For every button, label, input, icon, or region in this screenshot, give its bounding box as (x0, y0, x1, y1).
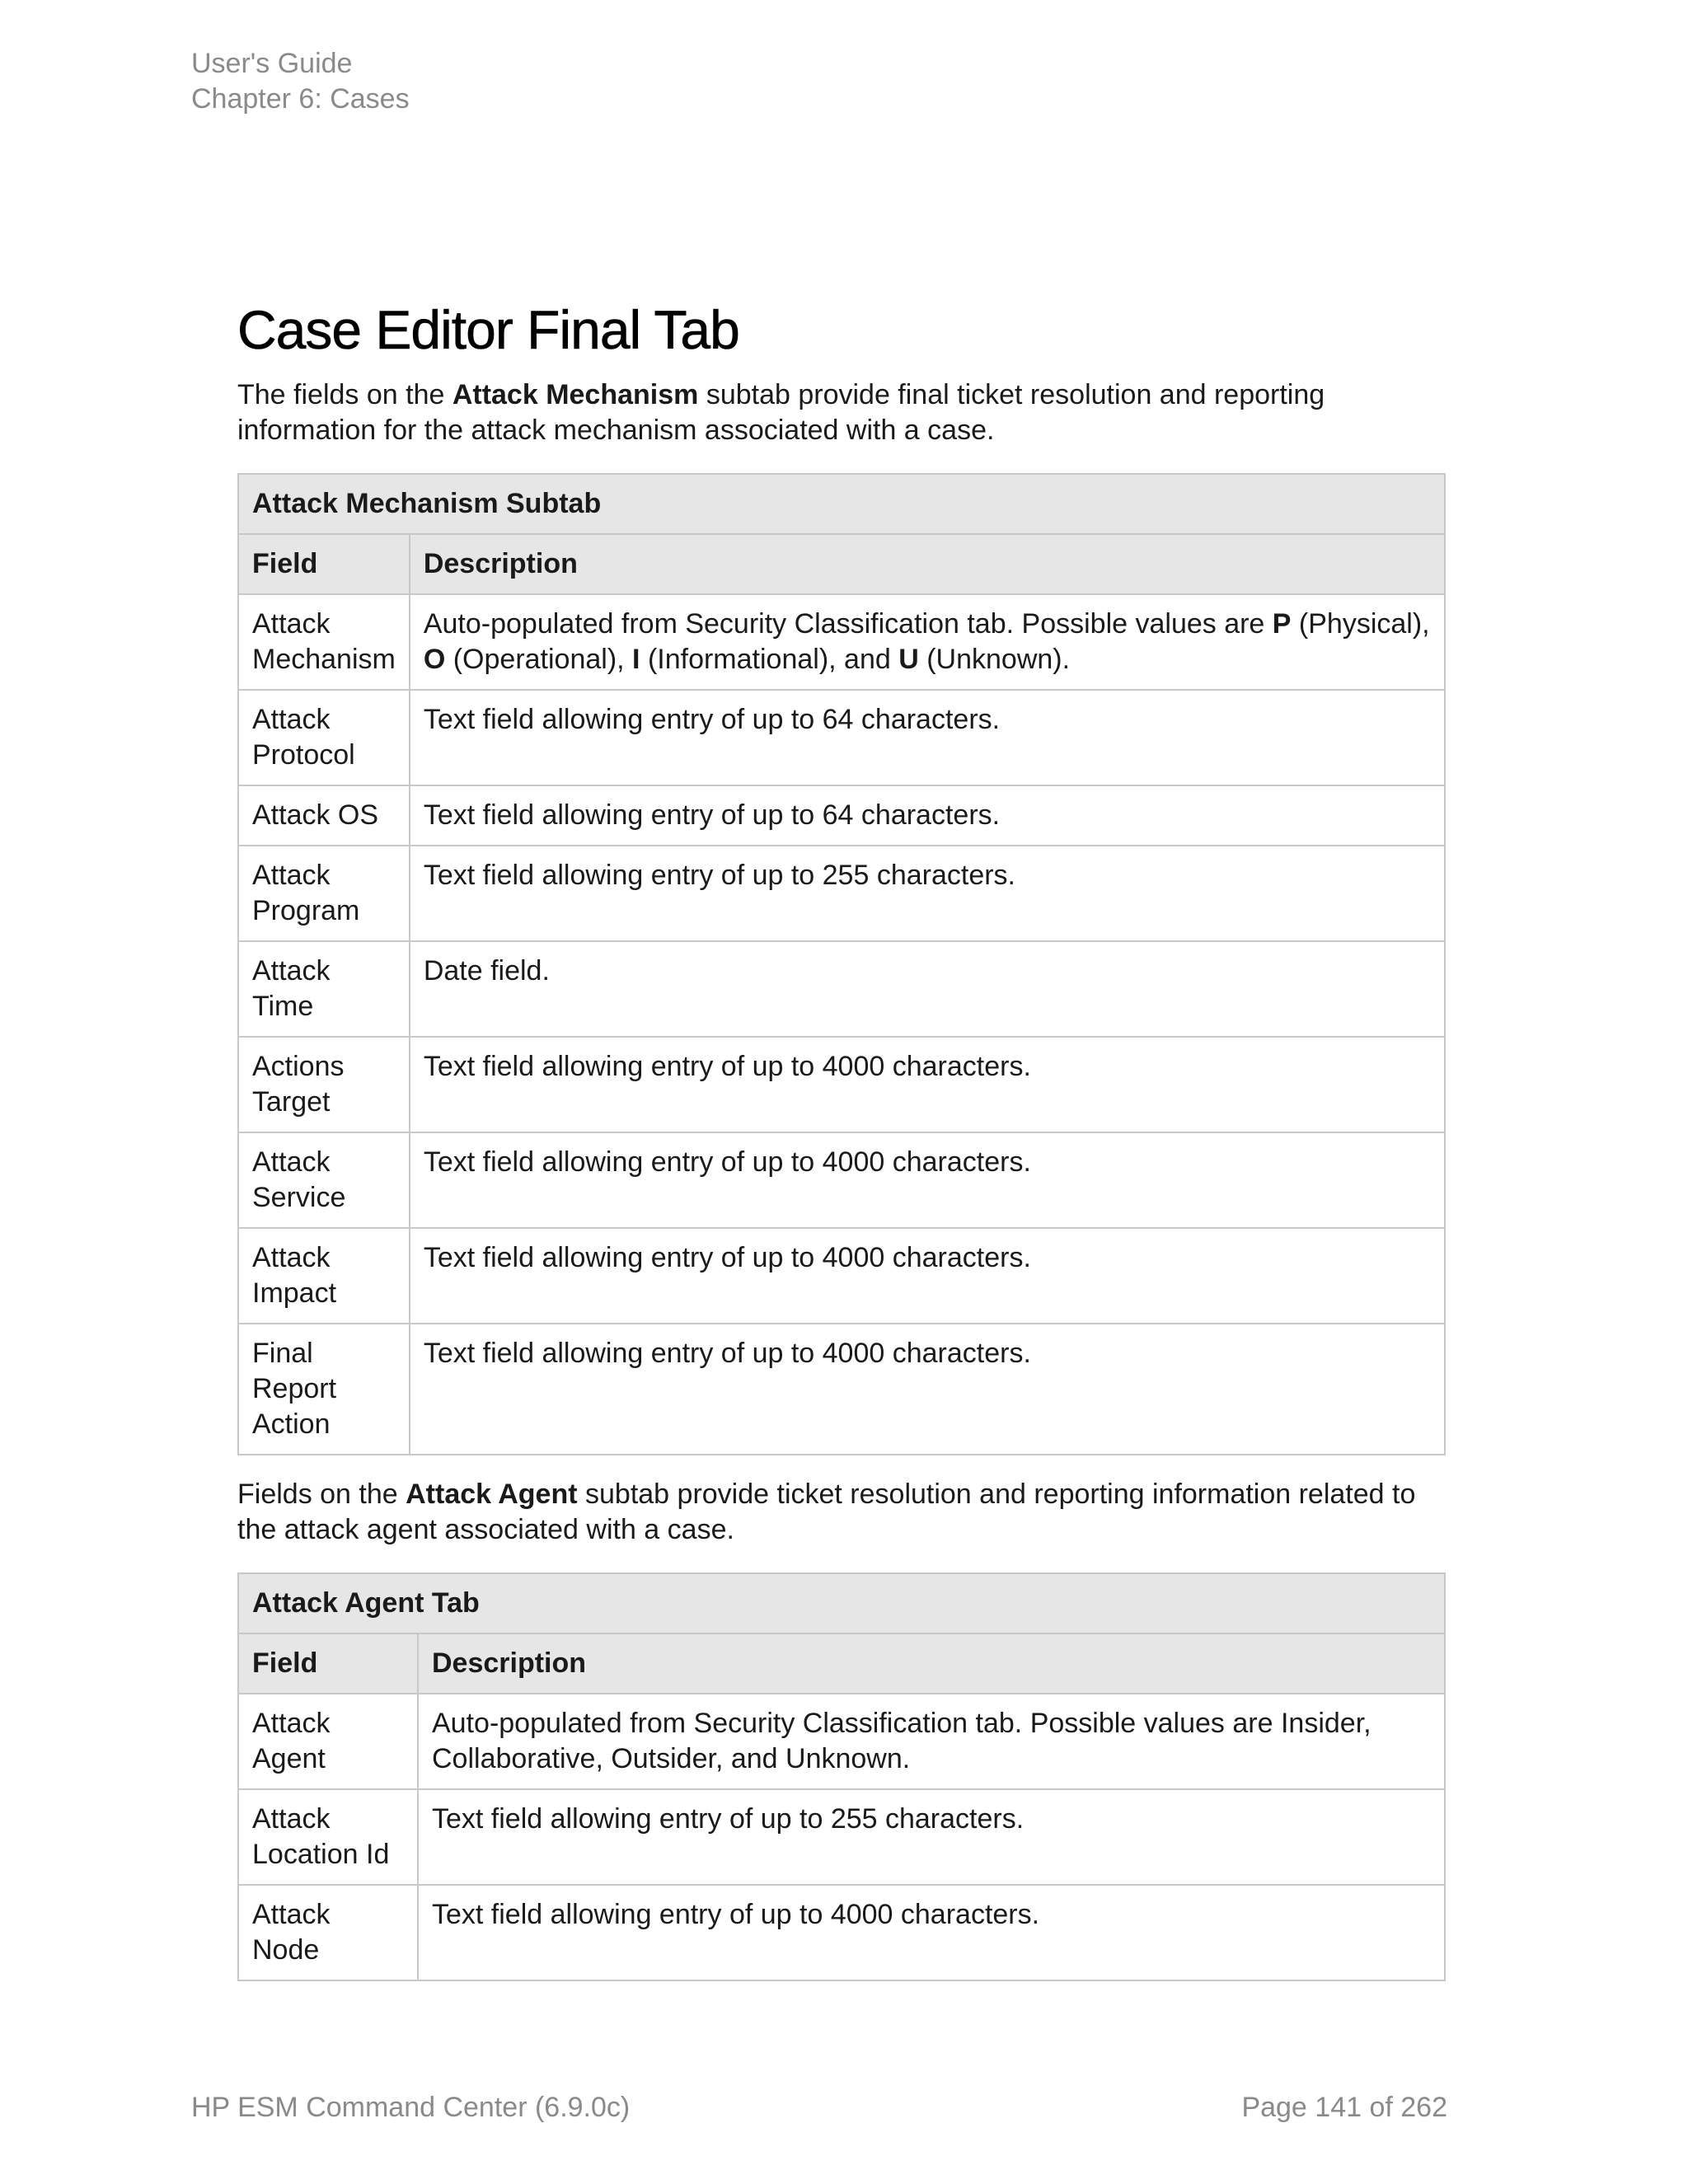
field-cell: Attack Protocol (238, 690, 410, 785)
table-row (238, 690, 1445, 785)
attack-mechanism-table (237, 473, 1446, 1455)
description-cell: Text field allowing entry of up to 255 characters. (410, 846, 1445, 941)
column-header-description: Description (410, 534, 1445, 594)
intro-paragraph-mechanism: The fields on the Attack Mechanism subtab provide final ticket resolution and reporting information for the attack mechanism associated with a case. (237, 379, 1325, 446)
attack-agent-table (237, 1572, 1446, 1981)
description-cell: Date field. (410, 941, 1445, 1037)
field-cell: Final Report Action (238, 1324, 410, 1455)
footer-product: HP ESM Command Center (6.9.0c) (191, 2092, 631, 2123)
running-header (191, 46, 410, 117)
description-cell: Text field allowing entry of up to 4000 characters. (410, 1324, 1445, 1455)
field-cell: Attack Time (238, 941, 410, 1037)
footer-page-number: Page 141 of 262 (1241, 2092, 1447, 2123)
field-cell: Attack Location Id (238, 1789, 418, 1885)
description-cell: Auto-populated from Security Classification tab. Possible values are Insider, Collaborative, Outsider, and Unknown. (418, 1694, 1445, 1789)
description-cell: Auto-populated from Security Classification tab. Possible values are P (Physical), O (Operational), I (Informational), and U (Unknown). (410, 594, 1445, 690)
table-row (238, 1037, 1445, 1132)
table-caption-row (238, 474, 1445, 534)
header-chapter: Chapter 6: Cases (191, 83, 410, 115)
field-cell: Attack OS (238, 785, 410, 846)
field-cell: Actions Target (238, 1037, 410, 1132)
column-header-description: Description (418, 1633, 1445, 1694)
intro-paragraph-agent: Fields on the Attack Agent subtab provide ticket resolution and reporting information related to the attack agent associated with a case. (237, 1479, 1416, 1545)
description-cell: Text field allowing entry of up to 4000 characters. (410, 1132, 1445, 1228)
table-row (238, 1885, 1445, 1980)
table-row (238, 1132, 1445, 1228)
field-cell: Attack Mechanism (238, 594, 410, 690)
field-cell: Attack Service (238, 1132, 410, 1228)
field-cell: Attack Node (238, 1885, 418, 1980)
table-caption: Attack Agent Tab (238, 1573, 1445, 1633)
table-row (238, 1694, 1445, 1789)
table-row (238, 594, 1445, 690)
column-header-field: Field (238, 534, 410, 594)
table-row (238, 1228, 1445, 1324)
page-content (237, 297, 1446, 1981)
table-caption-row (238, 1573, 1445, 1633)
table-row (238, 1789, 1445, 1885)
column-header-field: Field (238, 1633, 418, 1694)
description-cell: Text field allowing entry of up to 4000 characters. (410, 1037, 1445, 1132)
table-row (238, 846, 1445, 941)
description-cell: Text field allowing entry of up to 64 characters. (410, 690, 1445, 785)
table-caption: Attack Mechanism Subtab (238, 474, 1445, 534)
description-cell: Text field allowing entry of up to 64 characters. (410, 785, 1445, 846)
table-header-row (238, 534, 1445, 594)
table-row (238, 1324, 1445, 1455)
table-row (238, 785, 1445, 846)
field-cell: Attack Program (238, 846, 410, 941)
table-row (238, 941, 1445, 1037)
description-cell: Text field allowing entry of up to 4000 characters. (418, 1885, 1445, 1980)
page-title: Case Editor Final Tab (237, 299, 739, 360)
description-cell: Text field allowing entry of up to 255 characters. (418, 1789, 1445, 1885)
field-cell: Attack Agent (238, 1694, 418, 1789)
field-cell: Attack Impact (238, 1228, 410, 1324)
table-header-row (238, 1633, 1445, 1694)
description-cell: Text field allowing entry of up to 4000 characters. (410, 1228, 1445, 1324)
header-guide-title: User's Guide (191, 48, 353, 79)
